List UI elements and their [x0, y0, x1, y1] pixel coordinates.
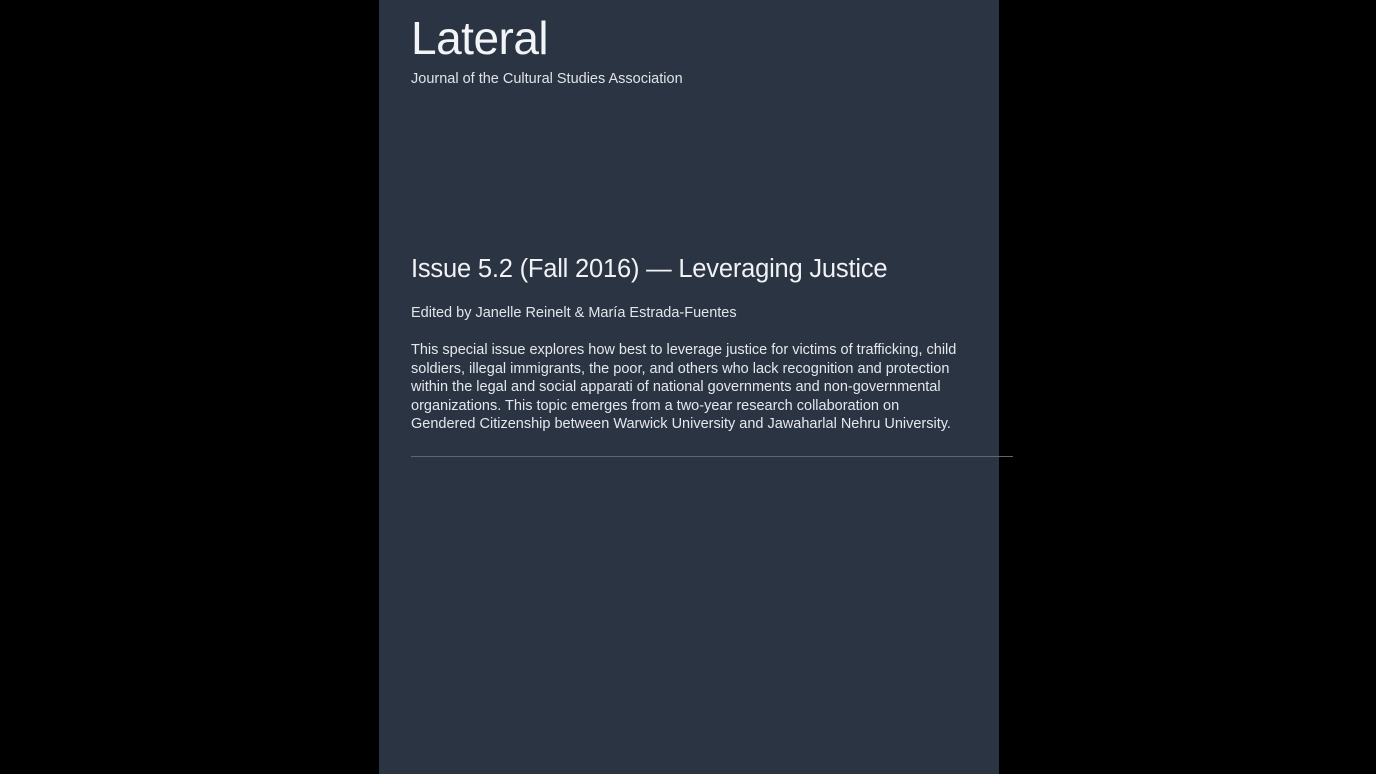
- site-tagline: Journal of the Cultural Studies Association: [411, 71, 683, 88]
- issue-block: [411, 255, 967, 457]
- issue-description: This special issue explores how best to leverage justice for victims of trafficking, child soldiers, illegal immigrants, the poor, and others who lack recognition and protection within the legal and social apparati of national governments and non-governmental organizations. This topic emerges from a two-year research collaboration on Gendered Citizenship between Warwick University and Jawaharlal Nehru University.: [411, 342, 957, 433]
- article-column: [379, 0, 999, 774]
- section-divider: [411, 456, 1013, 457]
- issue-title: Issue 5.2 (Fall 2016) — Leveraging Justice: [411, 255, 888, 284]
- masthead: [411, 0, 967, 87]
- issue-editors: Edited by Janelle Reinelt & María Estrada-Fuentes: [411, 305, 737, 322]
- site-title[interactable]: Lateral: [411, 12, 549, 64]
